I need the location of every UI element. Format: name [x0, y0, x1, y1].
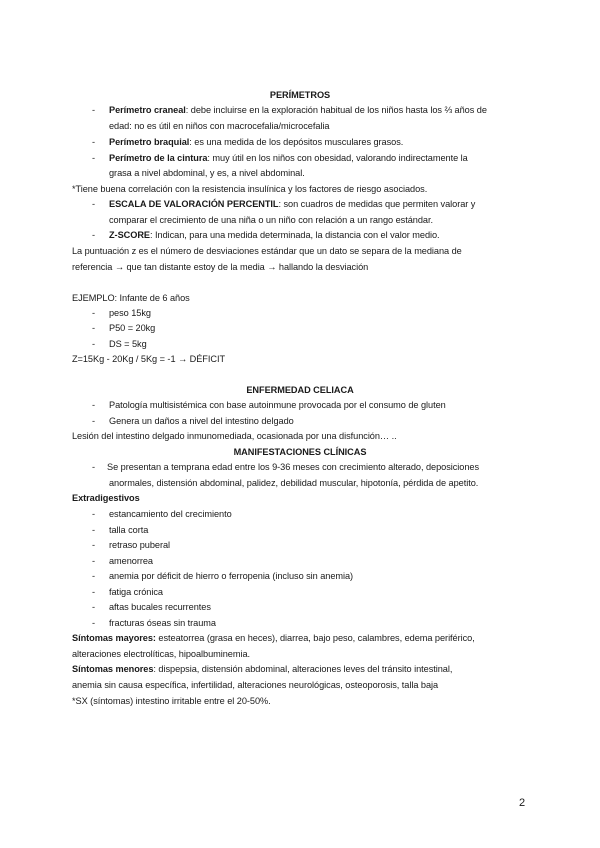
bullet-dash: -: [92, 509, 96, 519]
bullet-dash: -: [92, 525, 96, 535]
note-text: *Tiene buena correlación con la resistencia insulínica y los factores de riesgo asociados.: [72, 184, 428, 194]
list-item-continuation: comparar el crecimiento de una niña o un niño con relación a un rango estándar.: [109, 215, 433, 225]
list-item: P50 = 20kg: [109, 323, 156, 333]
bullet-dash: -: [92, 618, 96, 628]
subheading-extradigestivos: Extradigestivos: [72, 493, 140, 503]
bullet-dash: -: [92, 323, 96, 333]
paragraph-text: *SX (síntomas) intestino irritable entre el 20-50%.: [72, 696, 271, 706]
paragraph-text: anemia sin causa específica, infertilidad, alteraciones neurológicas, osteoporosis, talla baja: [72, 680, 439, 690]
formula-text: Z=15Kg - 20Kg / 5Kg = -1 → DÉFICIT: [72, 354, 226, 364]
section-title-perimetros: PERÍMETROS: [269, 90, 331, 100]
list-item: DS = 5kg: [109, 339, 147, 349]
paragraph-text: Lesión del intestino delgado inmunomediada, ocasionada por una disfunción… ..: [72, 431, 397, 441]
list-item-continuation: anormales, distensión abdominal, palidez, debilidad muscular, hipotonía, pérdida de apetito.: [109, 478, 479, 488]
bullet-dash: -: [92, 400, 96, 410]
list-item: peso 15kg: [109, 308, 151, 318]
paragraph-text: referencia → que tan distante estoy de la media → hallando la desviación: [72, 262, 369, 272]
list-item-perimetro-cintura: Perímetro de la cintura: muy útil en los niños con obesidad, valorando indirectamente la: [109, 153, 468, 163]
bullet-dash: -: [92, 571, 96, 581]
page-number: 2: [519, 797, 526, 809]
paragraph-sintomas-mayores: Síntomas mayores: esteatorrea (grasa en heces), diarrea, bajo peso, calambres, edema periférico,: [72, 633, 475, 643]
list-item: talla corta: [109, 525, 149, 535]
list-item-continuation: edad: no es útil en niños con macrocefalia/microcefalia: [109, 121, 330, 131]
list-item-perimetro-craneal: Perímetro craneal: debe incluirse en la exploración habitual de los niños hasta los ⅔ años de: [109, 105, 487, 115]
bullet-dash: -: [92, 137, 96, 147]
list-item: retraso puberal: [109, 540, 171, 550]
bullet-dash: -: [92, 462, 96, 472]
list-item: anemia por déficit de hierro o ferropenia (incluso sin anemia): [109, 571, 354, 581]
bullet-dash: -: [92, 230, 96, 240]
paragraph-sintomas-menores: Síntomas menores: dispepsia, distensión abdominal, alteraciones leves del tránsito intestinal,: [72, 664, 453, 674]
paragraph-text: alteraciones electrolíticas, hipoalbuminemia.: [72, 649, 251, 659]
bullet-dash: -: [92, 556, 96, 566]
bullet-dash: -: [92, 308, 96, 318]
bullet-dash: -: [92, 199, 96, 209]
list-item-perimetro-braquial: Perímetro braquial: es una medida de los depósitos musculares grasos.: [109, 137, 404, 147]
list-item: Genera un daños a nivel del intestino delgado: [109, 416, 294, 426]
list-item-z-score: Z-SCORE: Indican, para una medida determinada, la distancia con el valor medio.: [109, 230, 440, 240]
list-item: fracturas óseas sin trauma: [109, 618, 216, 628]
paragraph-text: La puntuación z es el número de desviaciones estándar que un dato se separa de la mediana de: [72, 246, 462, 256]
list-item: estancamiento del crecimiento: [109, 509, 232, 519]
bullet-dash: -: [92, 587, 96, 597]
list-item: Se presentan a temprana edad entre los 9-36 meses con crecimiento alterado, deposiciones: [107, 462, 480, 472]
list-item-escala-percentil: ESCALA DE VALORACIÓN PERCENTIL: son cuadros de medidas que permiten valorar y: [109, 199, 476, 209]
list-item: amenorrea: [109, 556, 153, 566]
bullet-dash: -: [92, 602, 96, 612]
bullet-dash: -: [92, 416, 96, 426]
list-item: aftas bucales recurrentes: [109, 602, 211, 612]
list-item: fatiga crónica: [109, 587, 163, 597]
section-title-manifestaciones: MANIFESTACIONES CLÍNICAS: [233, 447, 367, 457]
list-item-continuation: grasa a nivel abdominal, y es, a nivel abdominal.: [109, 168, 305, 178]
bullet-dash: -: [92, 105, 96, 115]
example-title: EJEMPLO: Infante de 6 años: [72, 293, 190, 303]
list-item: Patología multisistémica con base autoinmune provocada por el consumo de gluten: [109, 400, 446, 410]
section-title-enfermedad-celiaca: ENFERMEDAD CELIACA: [246, 385, 354, 395]
bullet-dash: -: [92, 339, 96, 349]
bullet-dash: -: [92, 540, 96, 550]
bullet-dash: -: [92, 153, 96, 163]
